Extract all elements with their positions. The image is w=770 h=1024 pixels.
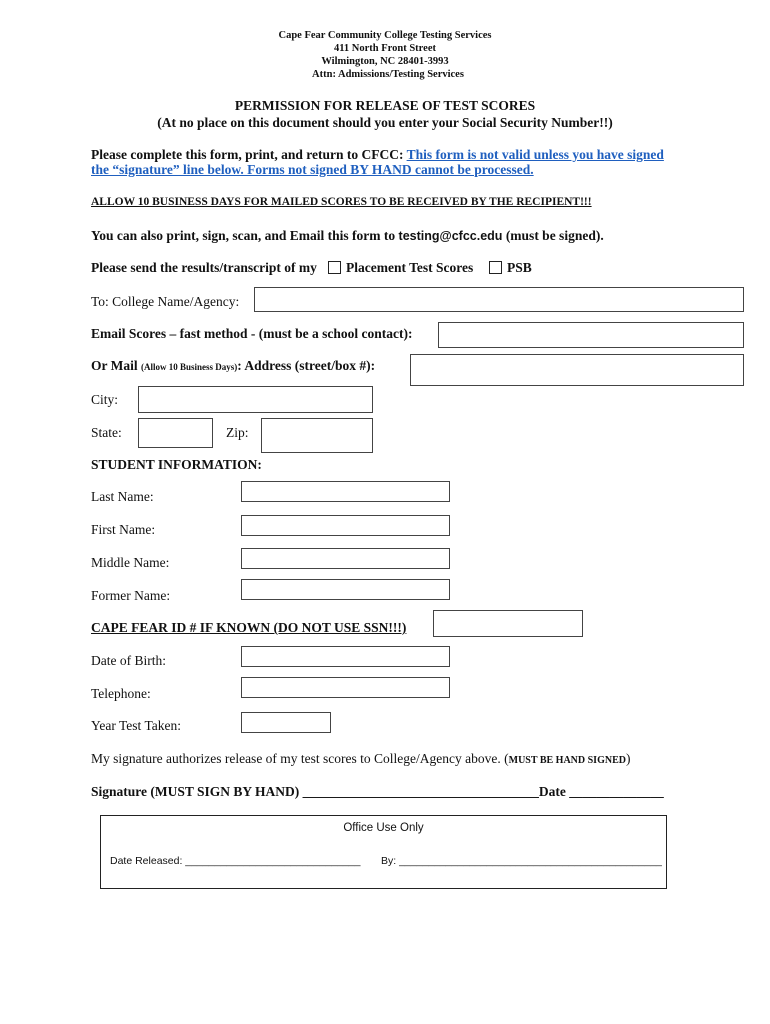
first-name-label: First Name: — [91, 522, 156, 537]
validity-notice-link[interactable]: This form is not valid unless you have signed — [406, 147, 664, 162]
street-address: 411 North Front Street — [334, 43, 436, 54]
must-hand-sign-note: MUST BE HAND SIGNED — [508, 755, 626, 766]
first-name-input[interactable] — [241, 515, 450, 536]
placement-test-label: Placement Test Scores — [346, 260, 474, 275]
college-agency-label: To: College Name/Agency: — [91, 294, 240, 309]
office-use-title: Office Use Only — [343, 822, 424, 834]
city-label: City: — [91, 392, 119, 407]
form-title: PERMISSION FOR RELEASE OF TEST SCORES — [234, 98, 536, 113]
signature-line[interactable] — [91, 784, 664, 800]
mail-days-note: (Allow 10 Business Days) — [141, 362, 238, 372]
instructions-lead: Please complete this form, print, and return to CFCC: — [91, 147, 407, 162]
email-instructions-text: You can also print, sign, scan, and Email this form to — [91, 228, 399, 243]
authorization-text: My signature authorizes release of my test scores to College/Agency above. ( — [91, 751, 509, 766]
middle-name-label: Middle Name: — [91, 555, 170, 570]
zip-input[interactable] — [261, 418, 373, 453]
address-input[interactable] — [410, 354, 744, 386]
former-name-input[interactable] — [241, 579, 450, 600]
mail-label-text: Or Mail — [91, 358, 141, 373]
psb-checkbox[interactable] — [489, 261, 502, 274]
dob-input[interactable] — [241, 646, 450, 667]
telephone-input[interactable] — [241, 677, 450, 698]
placement-test-checkbox[interactable] — [328, 261, 341, 274]
city-input[interactable] — [138, 386, 373, 413]
instructions-line1 — [91, 147, 664, 163]
psb-label: PSB — [507, 260, 532, 275]
email-instructions-suffix: (must be signed). — [502, 228, 604, 243]
dob-label: Date of Birth: — [91, 653, 166, 668]
authorization-close: ) — [625, 751, 631, 766]
city-state-zip: Wilmington, NC 28401-3993 — [321, 56, 449, 67]
former-name-label: Former Name: — [91, 588, 171, 603]
cape-fear-id-input[interactable] — [433, 610, 583, 637]
attention-line: Attn: Admissions/Testing Services — [312, 69, 464, 80]
student-info-heading: STUDENT INFORMATION: — [91, 457, 262, 472]
college-agency-input[interactable] — [254, 287, 744, 312]
middle-name-input[interactable] — [241, 548, 450, 569]
telephone-label: Telephone: — [91, 686, 151, 701]
allow-days-notice: ALLOW 10 BUSINESS DAYS FOR MAILED SCORES TO BE RECEIVED BY THE RECIPIENT!!! — [91, 196, 592, 208]
year-test-taken-input[interactable] — [241, 712, 331, 733]
zip-label: Zip: — [226, 425, 249, 440]
email-instructions — [91, 228, 604, 244]
signature-label: Signature (MUST SIGN BY HAND) ___________________________________ — [91, 784, 539, 799]
state-label: State: — [91, 425, 122, 440]
last-name-input[interactable] — [241, 481, 450, 502]
state-input[interactable] — [138, 418, 213, 448]
cape-fear-id-label: CAPE FEAR ID # IF KNOWN (DO NOT USE SSN!!!) — [91, 620, 407, 635]
form-subtitle: (At no place on this document should you enter your Social Security Number!!) — [157, 115, 613, 130]
address-label-text: : Address (street/box #): — [237, 358, 376, 373]
mail-address-label — [91, 358, 375, 374]
validity-notice-line2[interactable]: the “signature” line below. Forms not signed BY HAND cannot be processed. — [91, 162, 534, 177]
year-test-taken-label: Year Test Taken: — [91, 718, 181, 733]
last-name-label: Last Name: — [91, 489, 154, 504]
authorization-statement — [91, 751, 630, 767]
date-released-line: Date Released: ______________________________ — [110, 855, 361, 867]
testing-email-address: testing@cfcc.edu — [398, 229, 503, 243]
college-name: Cape Fear Community College Testing Services — [278, 30, 492, 41]
send-results-label: Please send the results/transcript of my — [91, 260, 317, 275]
released-by-line: By: _____________________________________________ — [381, 855, 662, 867]
signature-date-label: Date ______________ — [538, 784, 664, 799]
email-scores-input[interactable] — [438, 322, 744, 348]
email-scores-label: Email Scores – fast method - (must be a school contact): — [91, 326, 413, 341]
